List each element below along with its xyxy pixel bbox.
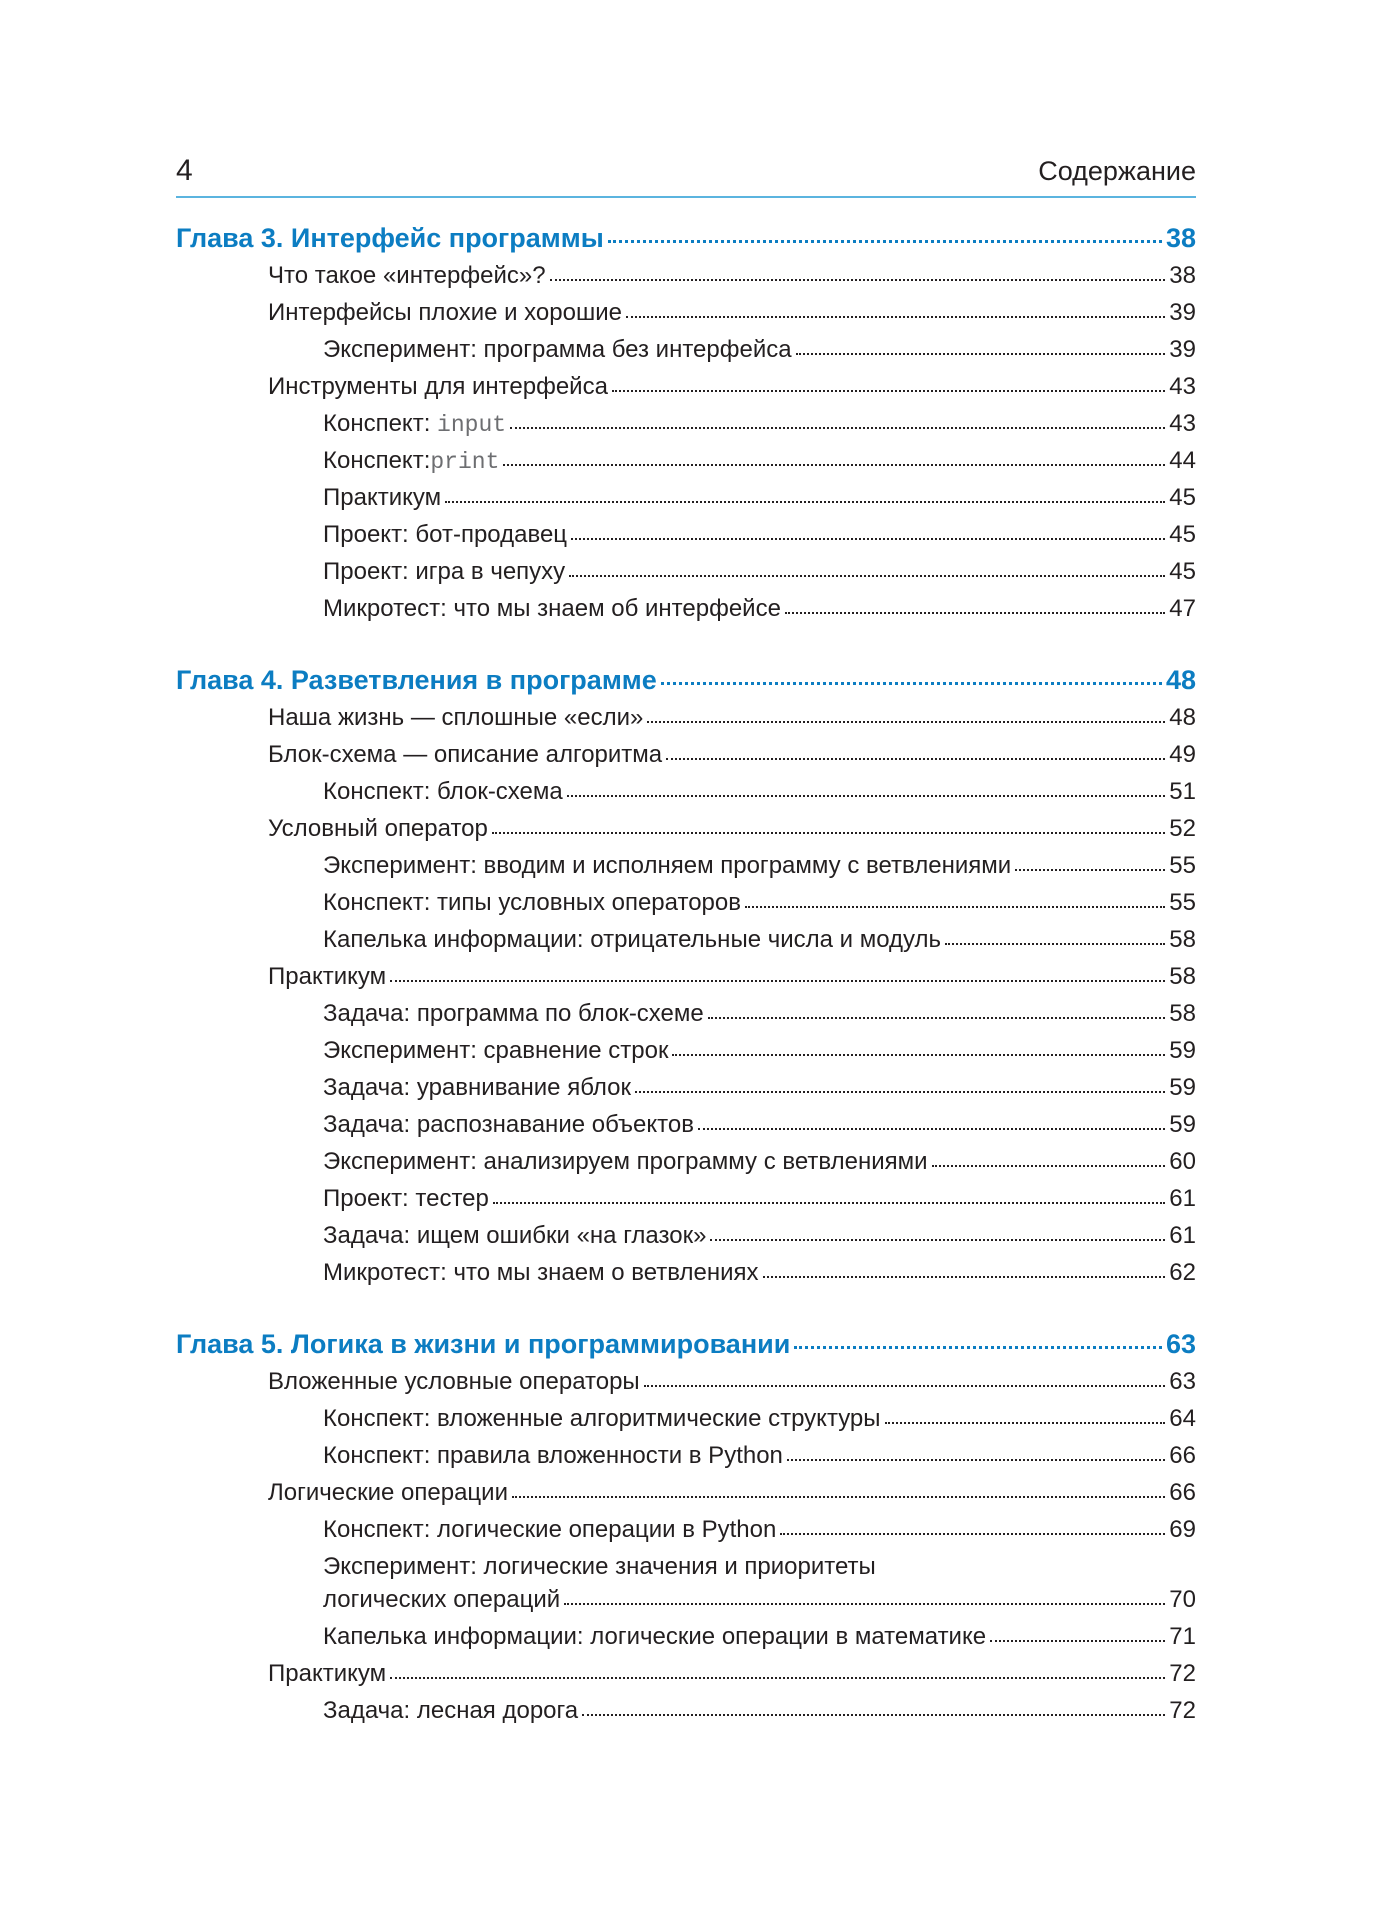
toc-entry[interactable]: Вложенные условные операторы 63 [268, 1368, 1196, 1395]
toc-entry[interactable]: Конспект:print 44 [323, 447, 1196, 475]
toc-entry[interactable]: Эксперимент: программа без интерфейса 39 [323, 336, 1196, 363]
toc-entry[interactable]: Эксперимент: вводим и исполняем программу с ветвлениями 55 [323, 852, 1196, 879]
page-header [176, 150, 1196, 198]
toc-entry[interactable]: Эксперимент: анализируем программу с ветвлениями 60 [323, 1148, 1196, 1175]
toc-entry[interactable]: Проект: бот-продавец 45 [323, 521, 1196, 548]
toc-entry[interactable]: Практикум 72 [268, 1660, 1196, 1687]
toc-entry[interactable]: Задача: распознавание объектов 59 [323, 1111, 1196, 1138]
page-number: 4 [176, 154, 193, 187]
toc-entry[interactable]: Капелька информации: отрицательные числа и модуль 58 [323, 926, 1196, 953]
running-title: Содержание [1038, 156, 1196, 186]
toc-entry[interactable]: Наша жизнь — сплошные «если» 48 [268, 704, 1196, 731]
chapter-heading[interactable]: Глава 5. Логика в жизни и программировании 63 [176, 1329, 1196, 1359]
toc-entry[interactable]: Конспект: input 43 [323, 410, 1196, 438]
toc-entry[interactable]: Практикум 45 [323, 484, 1196, 511]
toc-entry-first-line[interactable]: Эксперимент: логические значения и приоритеты [323, 1553, 876, 1580]
toc-entry[interactable]: Задача: уравнивание яблок 59 [323, 1074, 1196, 1101]
chapter-heading[interactable]: Глава 3. Интерфейс программы 38 [176, 223, 1196, 253]
toc-entry[interactable]: Блок-схема — описание алгоритма 49 [268, 741, 1196, 768]
toc-entry[interactable]: Задача: лесная дорога 72 [323, 1697, 1196, 1724]
toc-entry[interactable]: Конспект: правила вложенности в Python 66 [323, 1442, 1196, 1469]
toc-entry[interactable]: Практикум 58 [268, 963, 1196, 990]
toc-entry[interactable]: Что такое «интерфейс»? 38 [268, 262, 1196, 289]
toc-entry[interactable]: Условный оператор 52 [268, 815, 1196, 842]
chapter-heading[interactable]: Глава 4. Разветвления в программе 48 [176, 665, 1196, 695]
toc-entry[interactable]: Эксперимент: сравнение строк 59 [323, 1037, 1196, 1064]
toc-entry[interactable]: Логические операции 66 [268, 1479, 1196, 1506]
toc-entry[interactable]: Задача: ищем ошибки «на глазок» 61 [323, 1222, 1196, 1249]
toc-entry[interactable]: Микротест: что мы знаем о ветвлениях 62 [323, 1259, 1196, 1286]
toc-entry[interactable]: Капелька информации: логические операции в математике 71 [323, 1623, 1196, 1650]
toc-entry[interactable]: Конспект: блок-схема 51 [323, 778, 1196, 805]
toc-entry[interactable]: логических операций 70 [323, 1586, 1196, 1613]
toc-entry[interactable]: Задача: программа по блок-схеме 58 [323, 1000, 1196, 1027]
toc-entry[interactable]: Инструменты для интерфейса 43 [268, 373, 1196, 400]
toc-entry[interactable]: Проект: игра в чепуху 45 [323, 558, 1196, 585]
code-keyword: input [437, 412, 507, 438]
toc-entry[interactable]: Конспект: вложенные алгоритмические структуры 64 [323, 1405, 1196, 1432]
toc-entry[interactable]: Интерфейсы плохие и хорошие 39 [268, 299, 1196, 326]
toc-entry[interactable]: Микротест: что мы знаем об интерфейсе 47 [323, 595, 1196, 622]
toc-entry[interactable]: Проект: тестер 61 [323, 1185, 1196, 1212]
toc-entry[interactable]: Конспект: типы условных операторов 55 [323, 889, 1196, 916]
toc-entry[interactable]: Конспект: логические операции в Python 69 [323, 1516, 1196, 1543]
code-keyword: print [430, 449, 500, 475]
table-of-contents [176, 196, 1196, 1734]
